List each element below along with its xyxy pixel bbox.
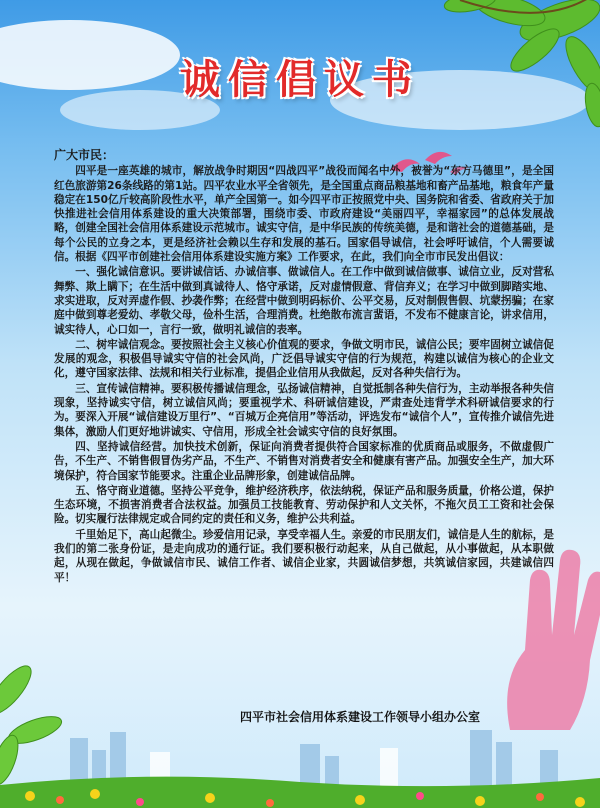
paragraph-3: 三、宣传诚信精神。要积极传播诚信理念，弘扬诚信精神，自觉抵制各种失信行为，主动举报各种失信现象，坚持诚实守信，树立诚信风尚；要重视学术、科研诚信建设，严肃查处违背学术科研诚信要求的行为。要深入开展“诚信建设万里行”、“百城万企亮信用”等活动，评选发布“诚信个人”，宣传推介诚信先进集体，激励人们更好地讲诚实、守信用，形成全社会诚实守信的良好氛围。: [54, 382, 554, 438]
page-title: 诚信倡议书: [180, 57, 420, 103]
proposal-body: [54, 148, 554, 586]
paragraph-closing: 千里始足下，高山起微尘。珍爱信用记录，享受幸福人生。亲爱的市民朋友们，诚信是人生的航标，是我们的第二张身份证，是走向成功的通行证。我们要积极行动起来，从自己做起，从小事做起，从本职做起，从现在做起，争做诚信市民、诚信工作者、诚信企业家，共圆诚信梦想，共筑诚信家园，共建诚信四平！: [54, 528, 554, 584]
paragraph-1: 一、强化诚信意识。要讲诚信话、办诚信事、做诚信人。在工作中做到诚信做事、诚信立业，反对营私舞弊、欺上瞒下；在生活中做到真诚待人、恪守承诺，反对虚情假意、背信弃义；在学习中做到脚踏实地、求实进取，反对弄虚作假、抄袭作弊；在经营中做到明码标价、公平交易，反对制假售假、坑蒙拐骗；在家庭中做到尊老爱幼、孝敬父母，俭朴生活，合理消费。杜绝散布流言蜚语，不发布不健康言论，讲求信用，诚实待人，心口如一，言行一致，做明礼诚信的表率。: [54, 266, 554, 336]
paragraph-4: 四、坚持诚信经营。加快技术创新，保证向消费者提供符合国家标准的优质商品或服务，不做虚假广告，不生产、不销售假冒伪劣产品，不生产、不销售对消费者安全和健康有害产品。加强安全生产，加大环境保护，符合国家节能要求。注重企业品牌形象，创建诚信品牌。: [54, 440, 554, 482]
salutation: 广大市民：: [54, 148, 115, 162]
paragraph-intro: 四平是一座英雄的城市，解放战争时期因“四战四平”战役而闻名中外，被誉为“东方马德里”，是全国红色旅游第26条线路的第1站。四平农业水平全省领先，是全国重点商品粮基地和畜产品基地，粮食年产量稳定在150亿斤较高阶段性水平，单产全国第一。如今四平市正按照党中央、国务院和省委、省政府关于加快推进社会信用体系建设的重大决策部署，围绕市委、市政府建设“美丽四平，幸福家园”的总体发展战略，创建全国社会信用体系建设示范城市。诚实守信，是中华民族的传统美德，是和谐社会的道德基础，是每个公民的立身之本，更是经济社会赖以生存和发展的基石。国家倡导诚信，社会呼吁诚信，个人需要诚信。根据《四平市创建社会信用体系建设实施方案》工作要求，在此，我们向全市市民发出倡议：: [54, 165, 554, 264]
city-skyline-icon: [0, 730, 600, 808]
signature: 四平市社会信用体系建设工作领导小组办公室: [240, 710, 481, 724]
paragraph-5: 五、恪守商业道德。坚持公平竞争，维护经济秩序，依法纳税，保证产品和服务质量，价格公道，保护生态环境，不损害消费者合法权益。加强员工技能教育、劳动保护和人文关怀，不拖欠员工工资和社会保险。切实履行法律规定或合同约定的责任和义务，维护公共利益。: [54, 484, 554, 526]
paragraph-2: 二、树牢诚信观念。要按照社会主义核心价值观的要求，争做文明市民，诚信公民；要牢固树立诚信促发展的观念，积极倡导诚实守信的社会风尚，广泛倡导诚实守信的行为规范，构建以诚信为核心的企业文化，遵守国家法律、法规和相关行业标准，提倡企业信用从我做起，反对各种失信行为。: [54, 338, 554, 380]
